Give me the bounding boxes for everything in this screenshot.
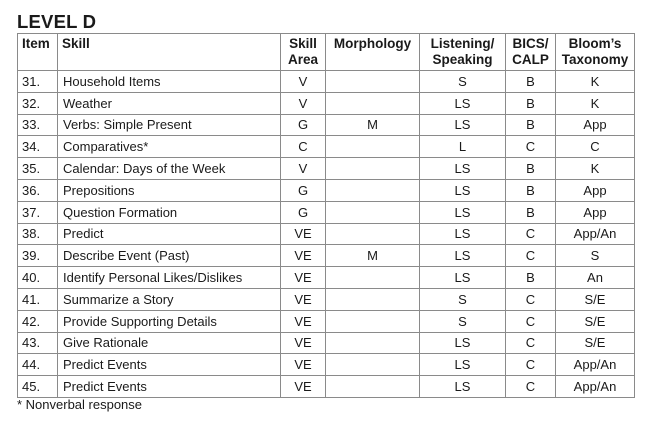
- morphology-cell: M: [326, 114, 420, 136]
- morphology-cell: [326, 267, 420, 289]
- morphology-cell: [326, 223, 420, 245]
- item-cell: 44.: [18, 354, 58, 376]
- item-cell: 42.: [18, 310, 58, 332]
- listening-speaking-cell: LS: [420, 354, 506, 376]
- header-morphology: Morphology: [326, 34, 420, 71]
- listening-speaking-cell: L: [420, 136, 506, 158]
- listening-speaking-cell: LS: [420, 114, 506, 136]
- item-cell: 32.: [18, 92, 58, 114]
- blooms-taxonomy-cell: App/An: [556, 376, 635, 398]
- item-cell: 38.: [18, 223, 58, 245]
- listening-speaking-cell: LS: [420, 201, 506, 223]
- skill-cell: Predict Events: [58, 376, 281, 398]
- blooms-taxonomy-cell: App: [556, 201, 635, 223]
- listening-speaking-cell: LS: [420, 376, 506, 398]
- blooms-taxonomy-cell: An: [556, 267, 635, 289]
- bics-calp-cell: B: [506, 201, 556, 223]
- table-row: [18, 354, 635, 376]
- blooms-taxonomy-cell: App: [556, 114, 635, 136]
- listening-speaking-cell: S: [420, 288, 506, 310]
- blooms-taxonomy-cell: App/An: [556, 223, 635, 245]
- morphology-cell: [326, 288, 420, 310]
- skill-cell: Question Formation: [58, 201, 281, 223]
- skill-area-cell: C: [281, 136, 326, 158]
- skill-area-cell: G: [281, 201, 326, 223]
- skill-cell: Calendar: Days of the Week: [58, 158, 281, 180]
- morphology-cell: [326, 179, 420, 201]
- table-row: [18, 376, 635, 398]
- listening-speaking-cell: LS: [420, 158, 506, 180]
- bics-calp-cell: B: [506, 71, 556, 93]
- item-cell: 43.: [18, 332, 58, 354]
- skill-area-cell: G: [281, 179, 326, 201]
- table-row: [18, 223, 635, 245]
- morphology-cell: [326, 201, 420, 223]
- skill-area-cell: G: [281, 114, 326, 136]
- skill-cell: Comparatives*: [58, 136, 281, 158]
- bics-calp-cell: B: [506, 158, 556, 180]
- blooms-taxonomy-cell: S/E: [556, 288, 635, 310]
- skill-area-cell: VE: [281, 223, 326, 245]
- header-listening-speaking: Listening/ Speaking: [420, 34, 506, 71]
- bics-calp-cell: C: [506, 223, 556, 245]
- skill-cell: Predict: [58, 223, 281, 245]
- bics-calp-cell: B: [506, 179, 556, 201]
- table-row: [18, 201, 635, 223]
- skill-area-cell: VE: [281, 288, 326, 310]
- listening-speaking-cell: LS: [420, 179, 506, 201]
- skill-area-cell: VE: [281, 267, 326, 289]
- skill-area-cell: V: [281, 71, 326, 93]
- morphology-cell: [326, 158, 420, 180]
- bics-calp-cell: C: [506, 245, 556, 267]
- item-cell: 34.: [18, 136, 58, 158]
- header-blooms-taxonomy: Bloom’s Taxonomy: [556, 34, 635, 71]
- blooms-taxonomy-cell: S/E: [556, 310, 635, 332]
- item-cell: 41.: [18, 288, 58, 310]
- table-row: [18, 267, 635, 289]
- bics-calp-cell: B: [506, 114, 556, 136]
- morphology-cell: [326, 332, 420, 354]
- blooms-taxonomy-cell: App/An: [556, 354, 635, 376]
- table-row: [18, 158, 635, 180]
- skill-area-cell: VE: [281, 376, 326, 398]
- bics-calp-cell: C: [506, 332, 556, 354]
- blooms-taxonomy-cell: K: [556, 92, 635, 114]
- listening-speaking-cell: LS: [420, 223, 506, 245]
- morphology-cell: [326, 92, 420, 114]
- table-row: [18, 288, 635, 310]
- morphology-cell: [326, 136, 420, 158]
- skill-cell: Household Items: [58, 71, 281, 93]
- item-cell: 45.: [18, 376, 58, 398]
- skill-cell: Describe Event (Past): [58, 245, 281, 267]
- skill-cell: Identify Personal Likes/Dislikes: [58, 267, 281, 289]
- listening-speaking-cell: S: [420, 310, 506, 332]
- table-row: [18, 179, 635, 201]
- item-cell: 35.: [18, 158, 58, 180]
- skill-area-cell: VE: [281, 332, 326, 354]
- table-header-row: [18, 34, 635, 71]
- table-row: [18, 114, 635, 136]
- morphology-cell: [326, 71, 420, 93]
- listening-speaking-cell: LS: [420, 332, 506, 354]
- skill-cell: Provide Supporting Details: [58, 310, 281, 332]
- blooms-taxonomy-cell: App: [556, 179, 635, 201]
- listening-speaking-cell: LS: [420, 267, 506, 289]
- bics-calp-cell: C: [506, 354, 556, 376]
- morphology-cell: [326, 354, 420, 376]
- morphology-cell: [326, 376, 420, 398]
- blooms-taxonomy-cell: S/E: [556, 332, 635, 354]
- table-row: [18, 92, 635, 114]
- listening-speaking-cell: LS: [420, 92, 506, 114]
- morphology-cell: [326, 310, 420, 332]
- skill-cell: Prepositions: [58, 179, 281, 201]
- bics-calp-cell: C: [506, 136, 556, 158]
- skill-cell: Give Rationale: [58, 332, 281, 354]
- blooms-taxonomy-cell: K: [556, 158, 635, 180]
- skill-cell: Predict Events: [58, 354, 281, 376]
- item-cell: 33.: [18, 114, 58, 136]
- listening-speaking-cell: LS: [420, 245, 506, 267]
- item-cell: 40.: [18, 267, 58, 289]
- table-row: [18, 71, 635, 93]
- skill-area-cell: VE: [281, 354, 326, 376]
- page-title: LEVEL D: [17, 11, 97, 32]
- skill-cell: Summarize a Story: [58, 288, 281, 310]
- footnote: * Nonverbal response: [17, 397, 143, 412]
- table-row: [18, 245, 635, 267]
- blooms-taxonomy-cell: C: [556, 136, 635, 158]
- item-cell: 31.: [18, 71, 58, 93]
- header-skill-area: Skill Area: [281, 34, 326, 71]
- header-bics-calp: BICS/ CALP: [506, 34, 556, 71]
- morphology-cell: M: [326, 245, 420, 267]
- bics-calp-cell: C: [506, 288, 556, 310]
- skill-area-cell: V: [281, 92, 326, 114]
- bics-calp-cell: B: [506, 92, 556, 114]
- skill-area-cell: VE: [281, 310, 326, 332]
- skills-table: [17, 33, 635, 398]
- skill-area-cell: V: [281, 158, 326, 180]
- item-cell: 36.: [18, 179, 58, 201]
- bics-calp-cell: C: [506, 376, 556, 398]
- blooms-taxonomy-cell: K: [556, 71, 635, 93]
- table-row: [18, 310, 635, 332]
- bics-calp-cell: B: [506, 267, 556, 289]
- skill-cell: Weather: [58, 92, 281, 114]
- header-item: Item: [18, 34, 58, 71]
- blooms-taxonomy-cell: S: [556, 245, 635, 267]
- item-cell: 37.: [18, 201, 58, 223]
- table-row: [18, 136, 635, 158]
- skill-cell: Verbs: Simple Present: [58, 114, 281, 136]
- item-cell: 39.: [18, 245, 58, 267]
- listening-speaking-cell: S: [420, 71, 506, 93]
- skill-area-cell: VE: [281, 245, 326, 267]
- bics-calp-cell: C: [506, 310, 556, 332]
- table-row: [18, 332, 635, 354]
- header-skill: Skill: [58, 34, 281, 71]
